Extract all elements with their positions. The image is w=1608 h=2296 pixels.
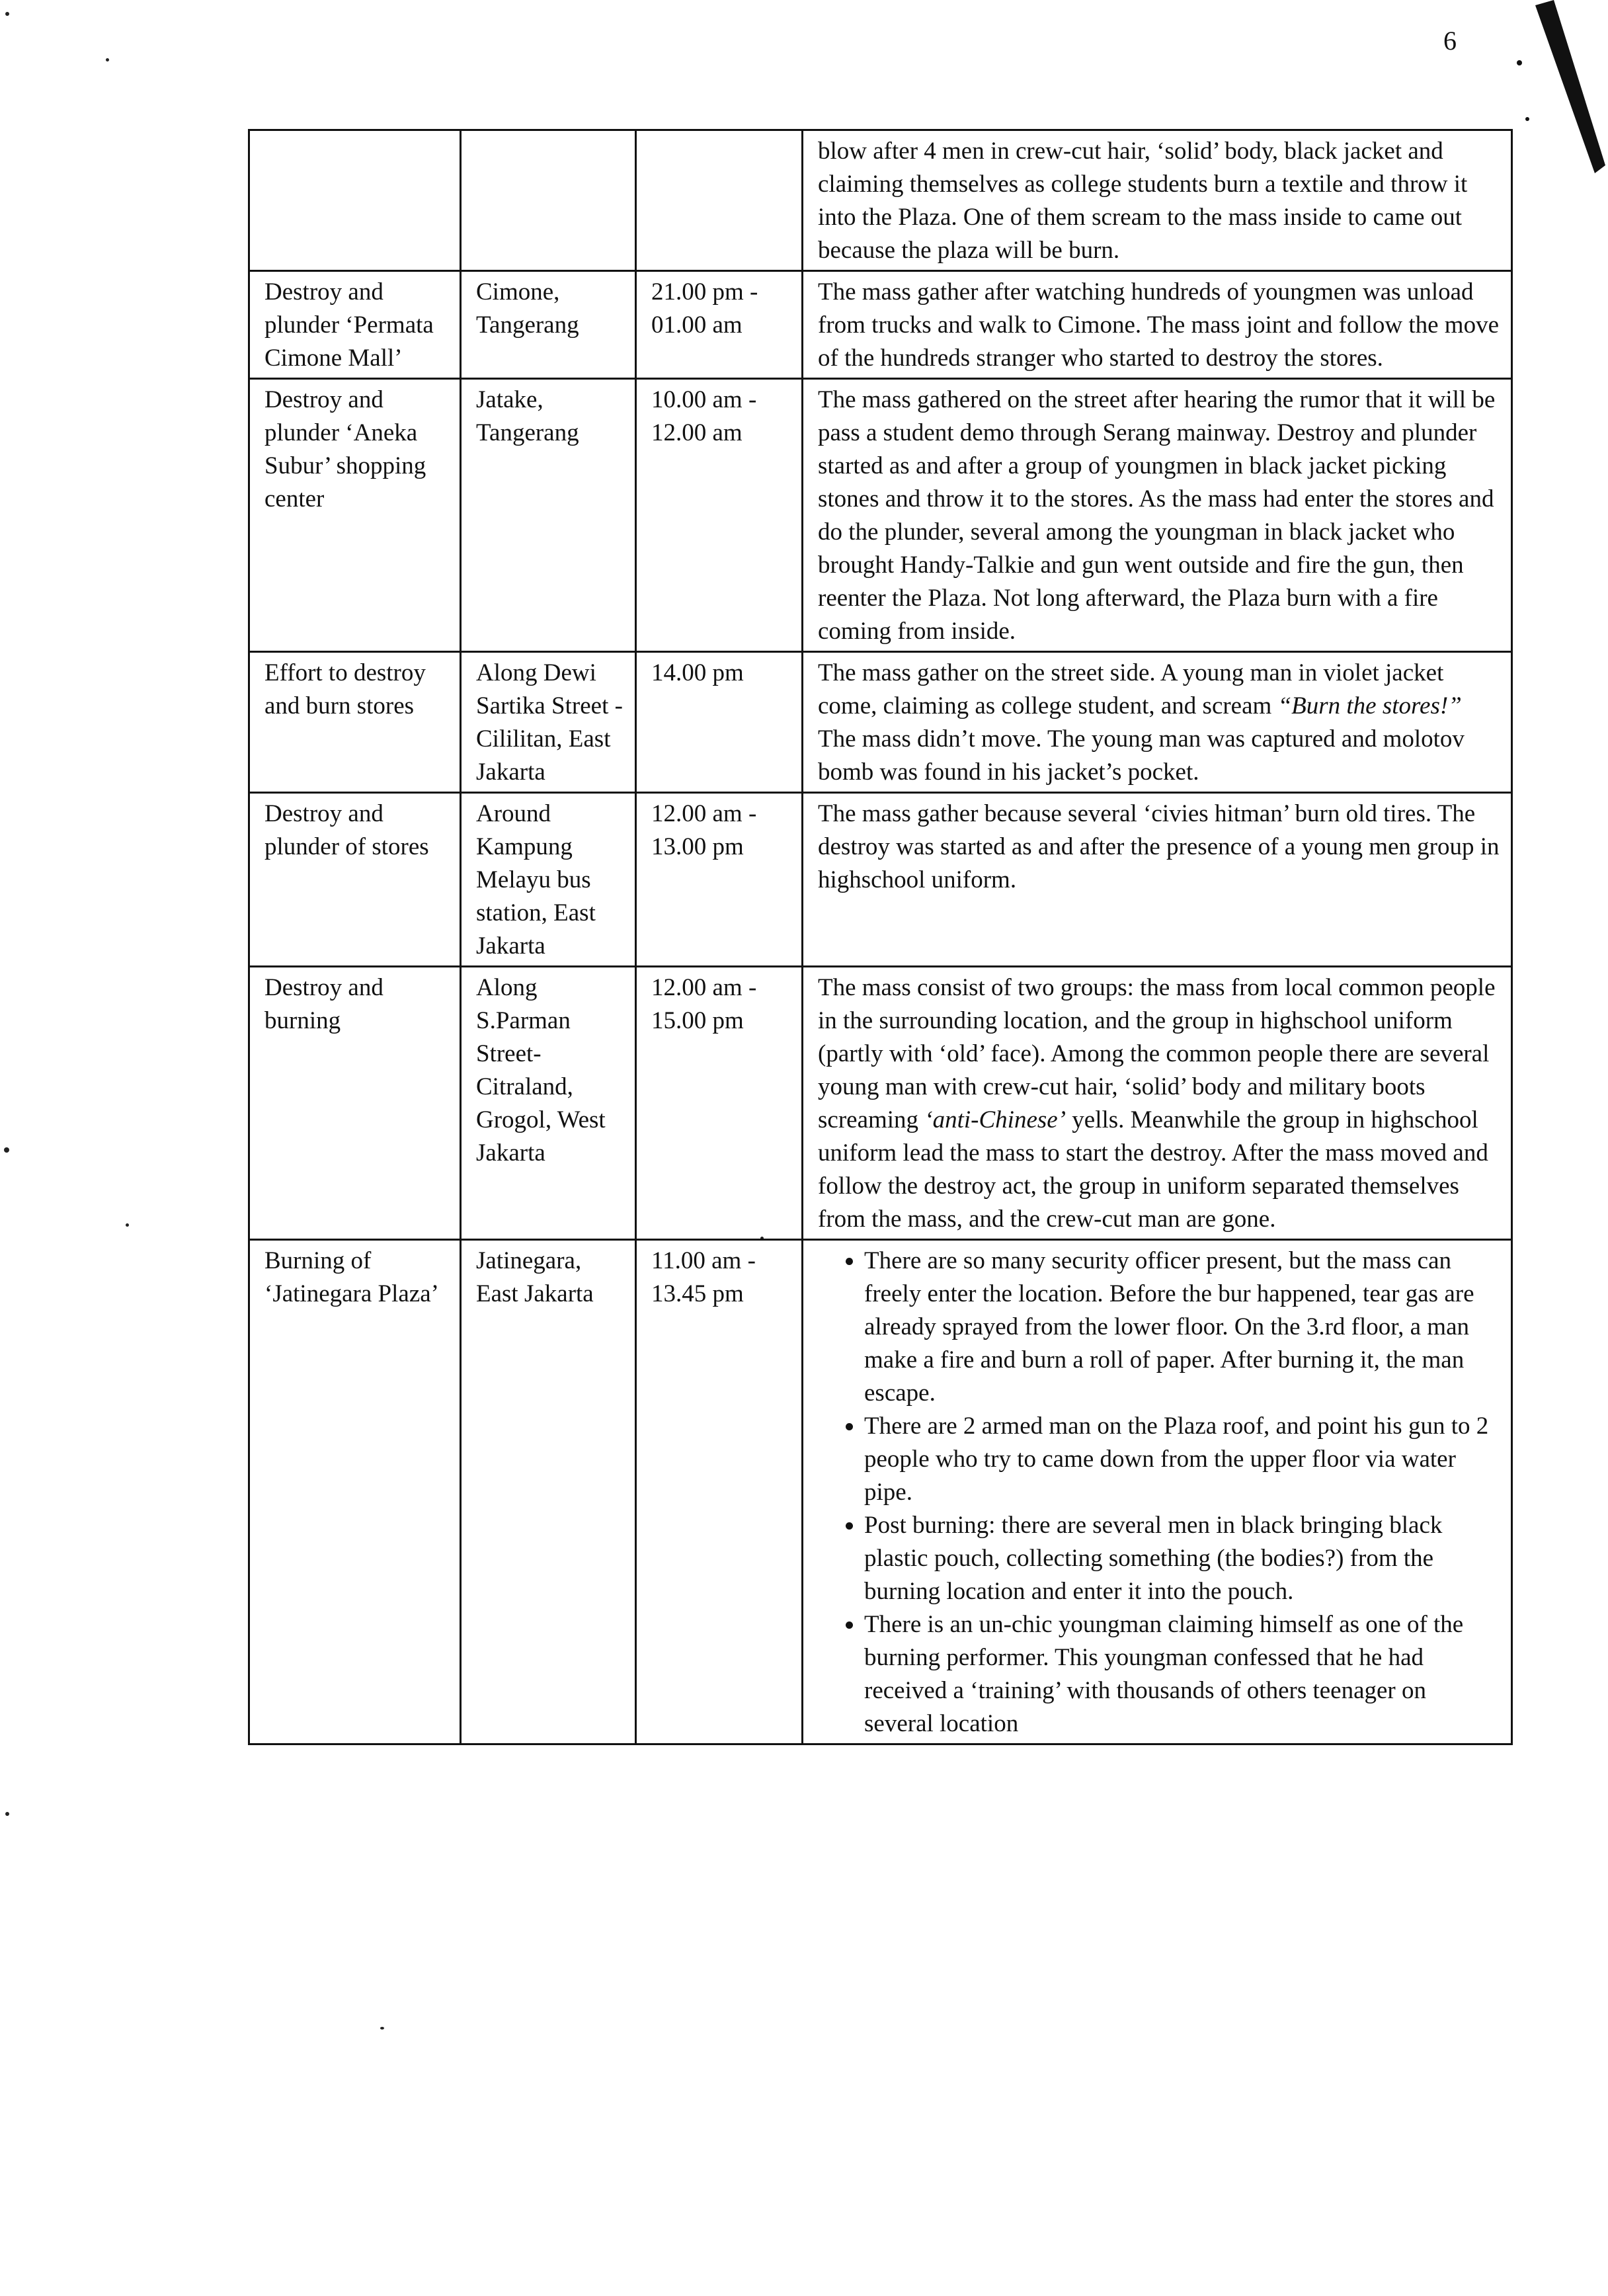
table-row — [249, 793, 1512, 967]
location-cell: Jatinegara, East Jakarta — [461, 1240, 636, 1744]
location-cell: Along Dewi Sartika Street - Cililitan, East Jakarta — [461, 652, 636, 793]
description-text: The mass consist of two groups: the mass from local common people in the surrounding location, and the group in highschool uniform (partly with ‘old’ face). Among the common people there are several young man with crew-cut hair, ‘solid’ body and military boots screaming — [818, 974, 1496, 1133]
description-cell: The mass gather because several ‘civies hitman’ burn old tires. The destroy was started as and after the presence of a young men group in highschool uniform. — [803, 793, 1512, 967]
incident-table — [248, 129, 1513, 1745]
event-cell: Destroy and burning — [249, 967, 461, 1240]
description-text: The mass didn’t move. The young man was captured and molotov bomb was found in his jacket’s pocket. — [818, 725, 1465, 786]
table-row — [249, 130, 1512, 271]
table-row — [249, 967, 1512, 1240]
description-cell: blow after 4 men in crew-cut hair, ‘solid’ body, black jacket and claiming themselves as college students burn a textile and throw it into the Plaza. One of them scream to the mass inside to came out because the plaza will be burn. — [803, 130, 1512, 271]
scan-speck — [380, 2027, 384, 2030]
event-cell: Effort to destroy and burn stores — [249, 652, 461, 793]
description-cell — [803, 1240, 1512, 1744]
scan-speck — [4, 1147, 9, 1153]
description-text: yells. Meanwhile the group in highschool uniform lead the mass to start the destroy. After the mass moved and follow the destroy act, the group in uniform separated themselves from the mass, and the crew-cut man are gone. — [818, 1106, 1488, 1233]
time-cell: 11.00 am - 13.45 pm — [636, 1240, 803, 1744]
location-cell — [461, 130, 636, 271]
list-item: • There are 2 armed man on the Plaza roof, and point his gun to 2 people who try to came down from the upper floor via water pipe. — [864, 1410, 1500, 1509]
scan-speck — [106, 58, 109, 62]
time-cell — [636, 130, 803, 271]
table-row — [249, 1240, 1512, 1744]
location-cell: Cimone, Tangerang — [461, 271, 636, 379]
scan-speck — [5, 1812, 9, 1816]
location-cell: Along S.Parman Street- Citraland, Grogol, West Jakarta — [461, 967, 636, 1240]
table-row — [249, 652, 1512, 793]
event-cell: Destroy and plunder of stores — [249, 793, 461, 967]
scan-speck — [126, 1223, 129, 1227]
page-number: 6 — [1443, 26, 1457, 56]
quoted-yell: ‘anti-Chinese’ — [924, 1106, 1066, 1133]
time-cell: 12.00 am - 13.00 pm — [636, 793, 803, 967]
location-cell: Jatake, Tangerang — [461, 379, 636, 652]
bullet-list — [818, 1245, 1500, 1741]
event-cell: Destroy and plunder ‘Aneka Subur’ shopping center — [249, 379, 461, 652]
description-cell: The mass gather after watching hundreds of youngmen was unload from trucks and walk to Cimone. The mass joint and follow the move of the hundreds stranger who started to destroy the stores. — [803, 271, 1512, 379]
list-item: • There is an un-chic youngman claiming himself as one of the burning performer. This youngman confessed that he had received a ‘training’ with thousands of others teenager on several location — [864, 1608, 1500, 1741]
time-cell: 10.00 am - 12.00 am — [636, 379, 803, 652]
description-cell — [803, 652, 1512, 793]
table-row — [249, 271, 1512, 379]
time-cell: 12.00 am - 15.00 pm — [636, 967, 803, 1240]
time-cell: 21.00 pm - 01.00 am — [636, 271, 803, 379]
table-row — [249, 379, 1512, 652]
time-cell: 14.00 pm — [636, 652, 803, 793]
list-item: • There are so many security officer present, but the mass can freely enter the location. Before the bur happened, tear gas are already sprayed from the lower floor. On the 3.rd floor, a man make a fire and burn a roll of paper. After burning it, the man escape. — [864, 1245, 1500, 1410]
corner-scan-mark — [1508, 0, 1608, 212]
quoted-scream: “Burn the stores!” — [1277, 692, 1462, 719]
event-cell: Destroy and plunder ‘Permata Cimone Mall’ — [249, 271, 461, 379]
event-cell — [249, 130, 461, 271]
event-cell: Burning of ‘Jatinegara Plaza’ — [249, 1240, 461, 1744]
description-cell: The mass gathered on the street after hearing the rumor that it will be pass a student demo through Serang mainway. Destroy and plunder started as and after a group of youngmen in black jacket picking stones and throw it to the stores. As the mass had enter the stores and do the plunder, several among the youngman in black jacket who brought Handy-Talkie and gun went outside and fire the gun, then reenter the Plaza. Not long afterward, the Plaza burn with a fire coming from inside. — [803, 379, 1512, 652]
list-item: • Post burning: there are several men in black bringing black plastic pouch, collecting something (the bodies?) from the burning location and enter it into the pouch. — [864, 1509, 1500, 1608]
location-cell: Around Kampung Melayu bus station, East Jakarta — [461, 793, 636, 967]
scan-speck — [5, 12, 9, 16]
description-text: The mass gather on the street side. A young man in violet jacket come, claiming as college student, and scream — [818, 659, 1444, 719]
description-cell — [803, 967, 1512, 1240]
